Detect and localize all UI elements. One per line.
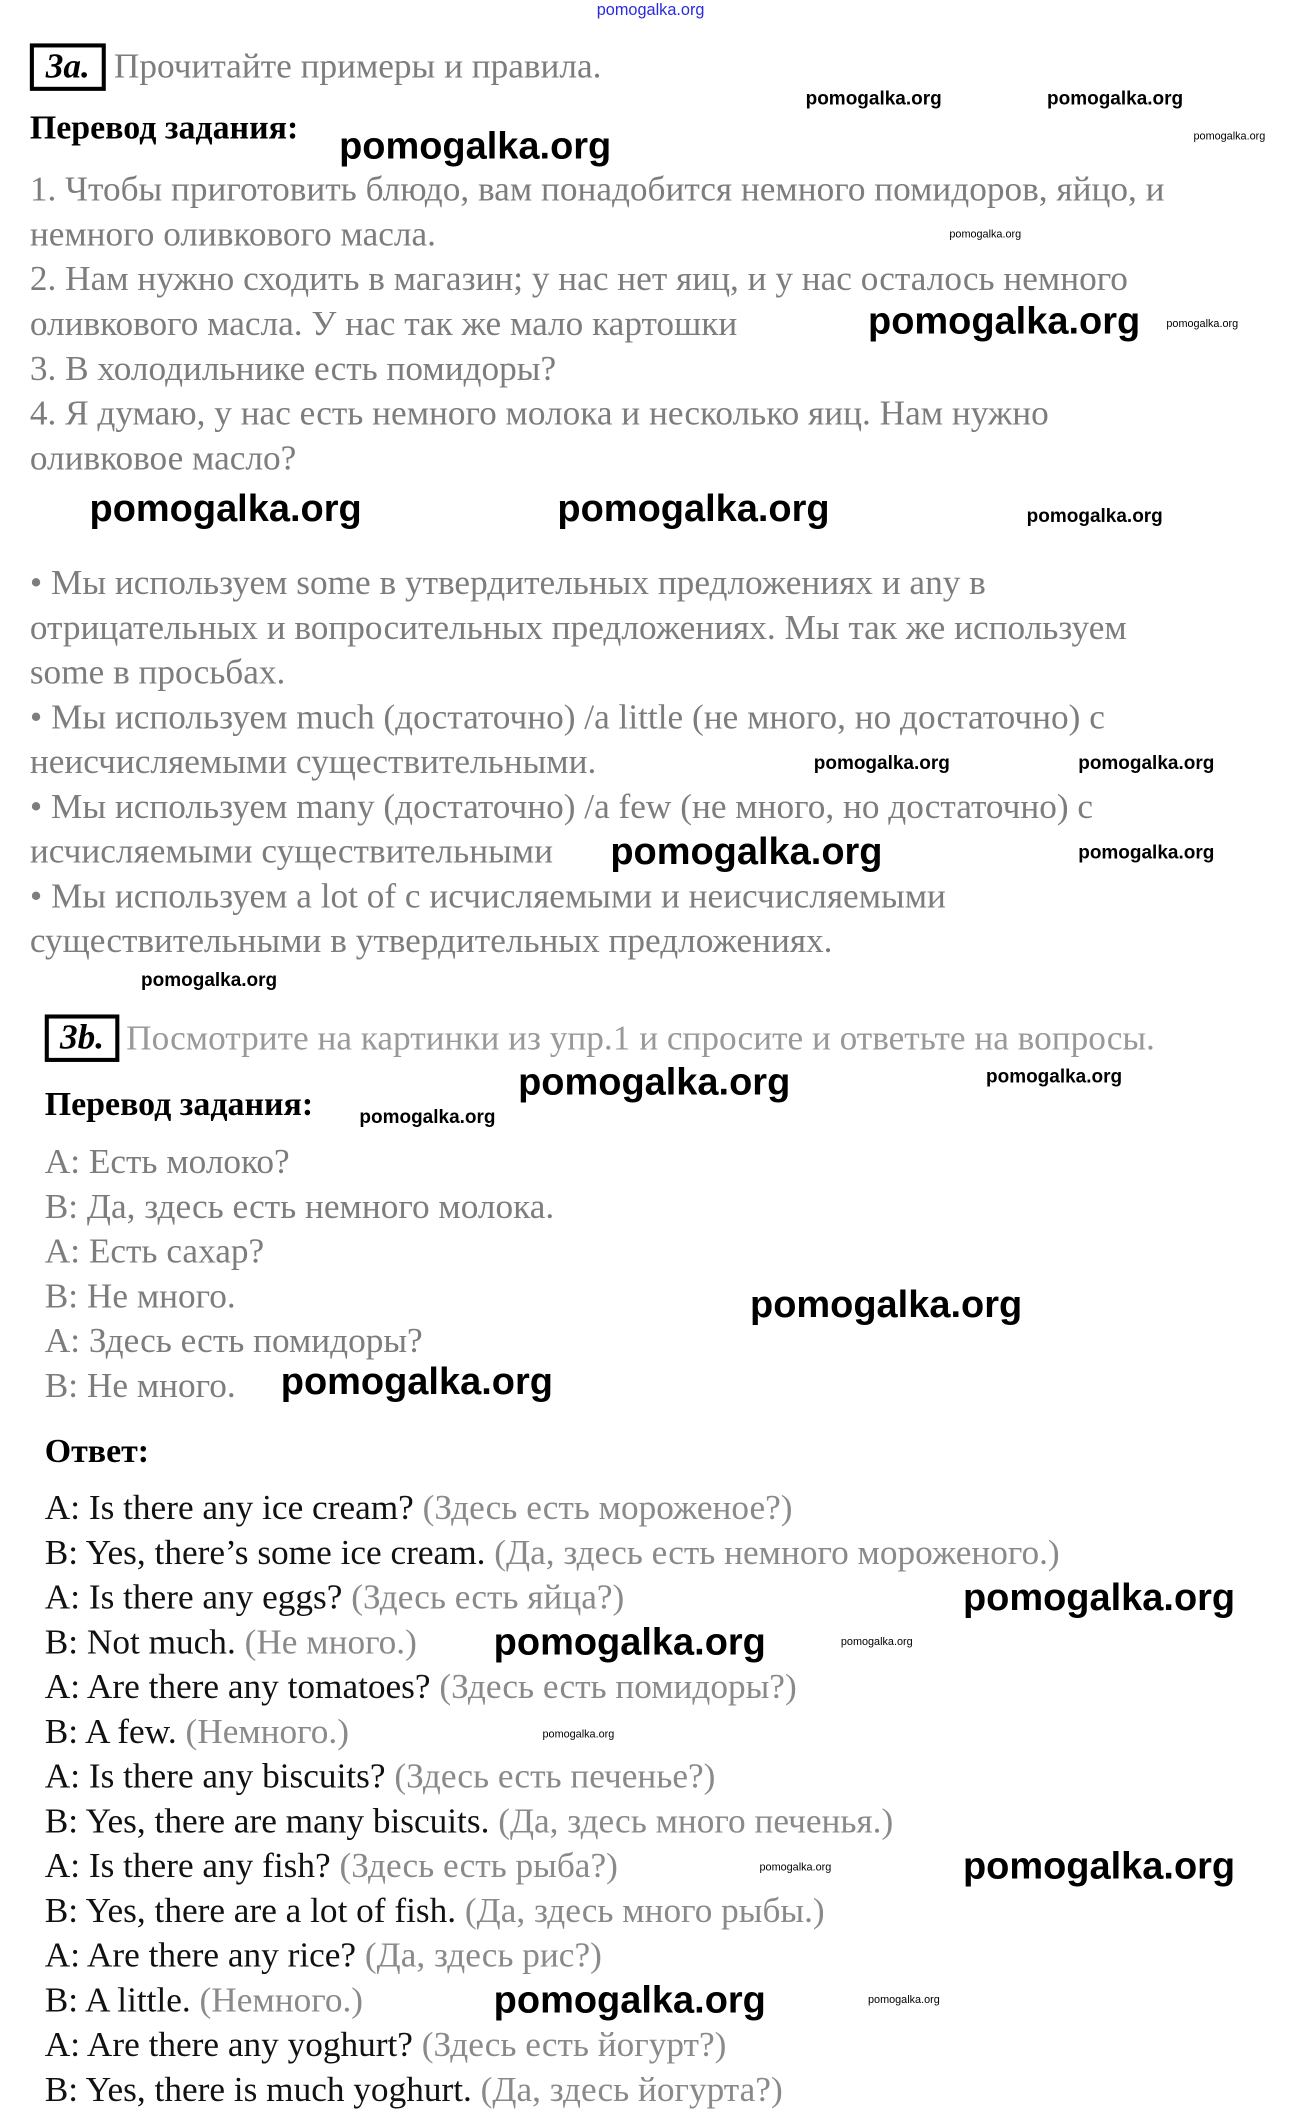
watermark: pomogalka.org	[493, 1978, 766, 2021]
answer-english: B: Yes, there’s some ice cream.	[44, 1532, 486, 1572]
answer-russian: (Да, здесь йогурта?)	[480, 2069, 783, 2109]
watermark: pomogalka.org	[1026, 504, 1163, 527]
answer-russian: (Да, здесь много печенья.)	[498, 1801, 894, 1841]
answer-line	[45, 1935, 602, 1976]
watermark: pomogalka.org	[805, 86, 942, 109]
answer-english: B: Yes, there is much yoghurt.	[44, 2069, 472, 2109]
watermark: pomogalka.org	[89, 486, 362, 529]
answer-russian: (Здесь есть яйца?)	[351, 1577, 625, 1617]
answer-line	[45, 1488, 793, 1529]
watermark: pomogalka.org	[1166, 317, 1239, 330]
watermark: pomogalka.org	[542, 1727, 615, 1741]
answer-russian: (Здесь есть печенье?)	[394, 1756, 716, 1796]
exercise-number-3b: 3b.	[45, 1014, 120, 1061]
answer-english: A: Are there any tomatoes?	[44, 1666, 431, 1707]
answer-line	[45, 1756, 716, 1797]
answer-russian: (Да, здесь есть немного мороженого.)	[494, 1532, 1060, 1572]
answer-russian: (Не много.)	[244, 1622, 417, 1662]
text-line: B: Не много.	[44, 1276, 236, 1316]
exercise-title-3a: Прочитайте примеры и правила.	[113, 46, 602, 86]
text-line: исчисляемыми существительными	[29, 831, 553, 871]
watermark: pomogalka.org	[596, 0, 705, 19]
answer-english: B: Not much.	[44, 1622, 236, 1662]
text-line: отрицательных и вопросительных предложениях. Мы так же используем	[29, 607, 1127, 647]
answer-line	[45, 2025, 727, 2066]
watermark: pomogalka.org	[962, 1844, 1236, 1887]
answer-russian: (Здесь есть рыба?)	[339, 1845, 618, 1886]
answer-english: A: Are there any yoghurt?	[44, 2024, 413, 2065]
translation-heading: Перевод задания:	[29, 109, 299, 147]
answer-russian: (Немного.)	[199, 1980, 364, 2020]
answer-line	[45, 1846, 618, 1887]
watermark: pomogalka.org	[518, 1060, 791, 1103]
watermark: pomogalka.org	[557, 486, 830, 529]
answer-line	[45, 1533, 1060, 1574]
watermark: pomogalka.org	[339, 124, 612, 167]
exercise-number-3a: 3a.	[30, 43, 106, 90]
text-line: B: Не много.	[44, 1365, 236, 1406]
watermark: pomogalka.org	[985, 1064, 1123, 1087]
watermark: pomogalka.org	[1078, 840, 1215, 863]
answer-russian: (Да, здесь рис?)	[364, 1935, 602, 1975]
answer-line	[45, 1667, 797, 1708]
text-line: существительными в утвердительных предложениях.	[29, 920, 833, 961]
watermark: pomogalka.org	[962, 1575, 1236, 1619]
watermark: pomogalka.org	[280, 1360, 553, 1403]
watermark: pomogalka.org	[759, 1860, 832, 1873]
answer-english: A: Are there any rice?	[44, 1935, 357, 1975]
answer-heading: Ответ:	[44, 1433, 150, 1471]
answer-russian: (Немного.)	[185, 1711, 349, 1751]
text-line: • Мы используем many (достаточно) /a few (не много, но достаточно) с	[29, 786, 1094, 826]
watermark: pomogalka.org	[868, 1993, 940, 2006]
exercise-title-3b: Посмотрите на картинки из упр.1 и спросите и ответьте на вопросы.	[126, 1018, 1155, 1058]
answer-english: B: Yes, there are a lot of fish.	[44, 1890, 457, 1930]
answer-russian: (Здесь есть йогурт?)	[421, 2024, 727, 2065]
answer-line	[45, 1801, 893, 1842]
answer-line	[45, 1891, 825, 1932]
text-line: оливкового масла. У нас так же мало картошки	[29, 303, 738, 344]
text-line: A: Здесь есть помидоры?	[44, 1320, 423, 1361]
answer-english: A: Is there any ice cream?	[44, 1487, 414, 1528]
answer-line	[45, 1577, 625, 1618]
answer-line	[45, 1980, 363, 2021]
answer-english: A: Is there any biscuits?	[44, 1756, 386, 1796]
answer-line	[45, 2070, 783, 2111]
answer-english: A: Is there any fish?	[44, 1845, 331, 1886]
answer-russian: (Да, здесь много рыбы.)	[464, 1890, 825, 1930]
text-line: немного оливкового масла.	[29, 214, 436, 254]
text-line: • Мы используем a lot of с исчисляемыми и неисчисляемыми	[29, 876, 946, 916]
watermark: pomogalka.org	[493, 1620, 766, 1663]
watermark: pomogalka.org	[359, 1105, 496, 1128]
watermark: pomogalka.org	[1078, 751, 1215, 774]
answer-english: B: A little.	[44, 1980, 191, 2020]
translation-heading-3b: Перевод задания:	[44, 1086, 314, 1123]
text-line: 3. В холодильнике есть помидоры?	[29, 348, 557, 388]
text-line: some в просьбах.	[29, 652, 286, 692]
answer-russian: (Здесь есть мороженое?)	[422, 1487, 793, 1528]
watermark: pomogalka.org	[1193, 130, 1266, 143]
answer-line	[45, 1712, 349, 1753]
answer-line	[45, 1622, 417, 1663]
text-line: • Мы используем some в утвердительных предложениях и any в	[29, 562, 986, 603]
text-line: A: Есть сахар?	[44, 1231, 265, 1271]
text-line: неисчисляемыми существительными.	[29, 741, 597, 782]
answer-english: B: Yes, there are many biscuits.	[44, 1801, 490, 1841]
text-line: • Мы используем much (достаточно) /a little (не много, но достаточно) с	[29, 697, 1105, 737]
watermark: pomogalka.org	[610, 830, 883, 873]
watermark: pomogalka.org	[750, 1283, 1023, 1326]
text-line: 4. Я думаю, у нас есть немного молока и несколько яиц. Нам нужно	[29, 393, 1049, 433]
text-line: A: Есть молоко?	[44, 1141, 290, 1182]
answer-english: B: A few.	[44, 1711, 177, 1751]
text-line: 2. Нам нужно сходить в магазин; у нас нет яиц, и у нас осталось немного	[29, 259, 1128, 299]
watermark: pomogalka.org	[840, 1635, 913, 1648]
answer-english: A: Is there any eggs?	[44, 1577, 343, 1617]
answer-russian: (Здесь есть помидоры?)	[439, 1666, 797, 1707]
watermark: pomogalka.org	[1047, 86, 1184, 109]
watermark: pomogalka.org	[949, 227, 1022, 241]
watermark: pomogalka.org	[868, 299, 1141, 342]
watermark: pomogalka.org	[813, 751, 950, 774]
text-line: оливковое масло?	[29, 438, 297, 478]
watermark: pomogalka.org	[141, 968, 278, 991]
text-line: 1. Чтобы приготовить блюдо, вам понадобится немного помидоров, яйцо, и	[29, 169, 1165, 209]
text-line: B: Да, здесь есть немного молока.	[44, 1186, 555, 1227]
